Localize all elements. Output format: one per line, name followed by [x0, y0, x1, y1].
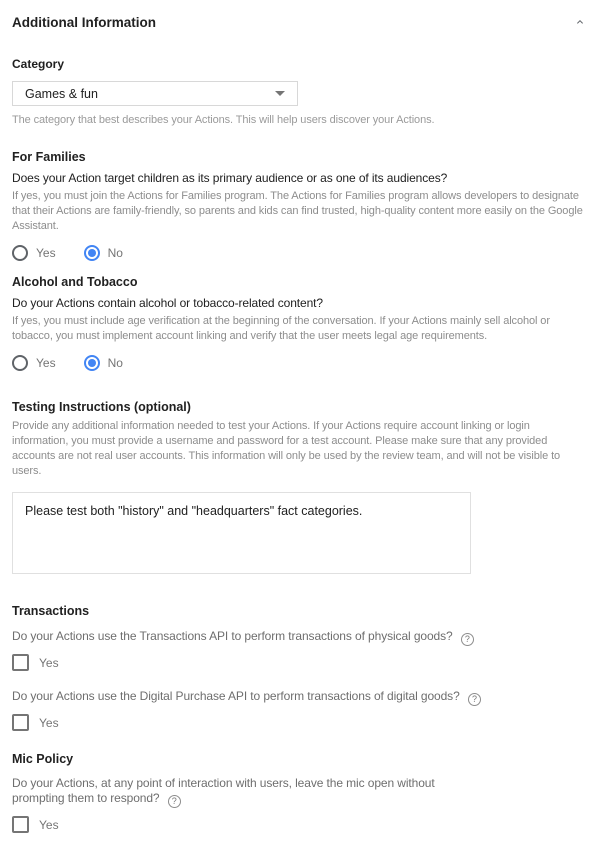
- category-label: Category: [12, 57, 65, 71]
- page-title: Additional Information: [12, 15, 156, 30]
- transactions-section: [12, 604, 593, 731]
- checkbox-icon[interactable]: [12, 816, 29, 833]
- mic-policy-checkbox-row[interactable]: [12, 816, 593, 833]
- checkbox-label: Yes: [39, 715, 59, 730]
- checkbox-label: Yes: [39, 817, 59, 832]
- radio-icon[interactable]: [84, 355, 100, 371]
- checkbox-icon[interactable]: [12, 714, 29, 731]
- testing-instructions-textarea[interactable]: [12, 492, 471, 574]
- mic-policy-section: [12, 752, 593, 833]
- testing-instructions-section: [12, 400, 593, 574]
- help-icon[interactable]: ?: [168, 795, 181, 808]
- alcohol-tobacco-helper-text: If yes, you must include age verification at the beginning of the conversation. If your Actions mainly sell alcohol or tobacco, you must implement account linking and verify that the user meets legal age requirements.: [12, 315, 550, 342]
- question-text: Do your Actions use the Transactions API to perform transactions of physical goods?: [12, 629, 453, 643]
- checkbox-label: Yes: [39, 655, 59, 670]
- alcohol-tobacco-radio-option-no[interactable]: [84, 355, 123, 371]
- for-families-helper-text: If yes, you must join the Actions for Families program. The Actions for Families program allows developers to designate that their Actions are family-friendly, so parents and kids can find trusted, high-quality content more easily on the Google Assistant.: [12, 190, 583, 232]
- alcohol-tobacco-radio-group: [12, 355, 593, 371]
- alcohol-tobacco-section: [12, 275, 593, 371]
- for-families-radio-group: [12, 245, 593, 261]
- dropdown-arrow-icon: [275, 91, 285, 96]
- help-icon[interactable]: ?: [468, 693, 481, 706]
- radio-icon[interactable]: [84, 245, 100, 261]
- category-selected-value: Games & fun: [25, 86, 98, 101]
- alcohol-tobacco-question: Do your Actions contain alcohol or tobacco-related content?: [12, 296, 323, 310]
- radio-label: Yes: [36, 356, 56, 370]
- for-families-question: Does your Action target children as its primary audience or as one of its audiences?: [12, 171, 448, 185]
- category-helper-text: The category that best describes your Actions. This will help users discover your Actions.: [12, 114, 435, 126]
- collapse-section-button[interactable]: [570, 13, 590, 33]
- mic-policy-question: [12, 776, 490, 808]
- alcohol-tobacco-heading: Alcohol and Tobacco: [12, 275, 138, 289]
- help-icon[interactable]: ?: [461, 633, 474, 646]
- chevron-up-icon: [574, 16, 586, 31]
- question-text: Do your Actions, at any point of interaction with users, leave the mic open without prompting them to respond?: [12, 776, 435, 805]
- radio-label: No: [107, 246, 123, 260]
- for-families-radio-option-no[interactable]: [84, 245, 123, 261]
- alcohol-tobacco-radio-option-yes[interactable]: [12, 355, 56, 371]
- for-families-section: [12, 150, 593, 261]
- radio-icon[interactable]: [12, 245, 28, 261]
- mic-policy-heading: Mic Policy: [12, 752, 74, 766]
- transactions-heading: Transactions: [12, 604, 90, 618]
- category-section: [12, 58, 593, 127]
- for-families-radio-option-yes[interactable]: [12, 245, 56, 261]
- transactions-digital-checkbox-row[interactable]: [12, 714, 593, 731]
- for-families-heading: For Families: [12, 150, 86, 164]
- checkbox-icon[interactable]: [12, 654, 29, 671]
- radio-icon[interactable]: [12, 355, 28, 371]
- radio-label: No: [107, 356, 123, 370]
- question-text: Do your Actions use the Digital Purchase API to perform transactions of digital goods?: [12, 689, 460, 703]
- panel-header: [12, 0, 593, 31]
- transactions-question-digital-goods: [12, 689, 593, 706]
- transactions-physical-checkbox-row[interactable]: [12, 654, 593, 671]
- testing-instructions-helper-text: Provide any additional information needed to test your Actions. If your Actions require account linking or login information, you must provide a username and password for a test account. Please make sure that any provided accounts are not real user accounts. This information will only be used by the review team, and will not be visible to users.: [12, 420, 561, 477]
- radio-label: Yes: [36, 246, 56, 260]
- category-select[interactable]: [12, 81, 298, 106]
- testing-instructions-heading: Testing Instructions (optional): [12, 400, 191, 414]
- transactions-question-physical-goods: [12, 629, 593, 646]
